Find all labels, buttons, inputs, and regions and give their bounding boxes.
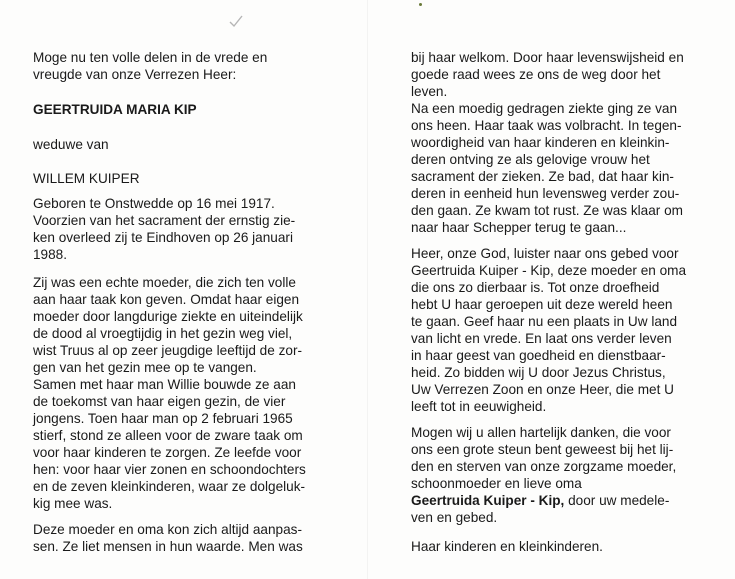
widow-label: weduwe van [33, 137, 109, 152]
biography-line: wist Truus al op zeer jeugdige leeftijd de zor- [33, 343, 302, 358]
prayer-line: in haar geest van goedheid en dienstbaar- [411, 348, 666, 363]
continuation-line: ons heen. Haar taak was volbracht. In tegen- [411, 118, 682, 133]
prayer-line: heid. Zo bidden wij U door Jezus Christus, [411, 365, 666, 380]
biography-line: gen van het gezin mee op te vangen. [33, 360, 257, 375]
continuation-line: den gaan. Ze kwam tot rust. Ze was klaar om [411, 203, 683, 218]
biography-line: Samen met haar man Willie bouwde ze aan [33, 377, 296, 392]
continuation-line: bij haar welkom. Door haar levenswijsheid en [411, 50, 684, 65]
biography-line: de toekomst van haar eigen gezin, de vier [33, 394, 286, 409]
thanks-line: den en sterven van onze zorgzame moeder, [411, 459, 677, 474]
signature: Haar kinderen en kleinkinderen. [411, 539, 603, 554]
closing-line: Deze moeder en oma kon zich altijd aanpas- [33, 522, 303, 537]
continuation-line: naar haar Schepper terug te gaan... [411, 220, 627, 235]
prayer-line: Uw Verrezen Zoon en onze Heer, die met U [411, 382, 674, 397]
check-mark-icon [229, 14, 243, 28]
biography-line: kig mee was. [33, 496, 113, 511]
intro-line: Moge nu ten volle delen in de vrede en [33, 50, 268, 65]
continuation-line: woordigheid van haar kinderen en kleinkin- [411, 135, 670, 150]
continuation-line: deren in eenheid hun levensweg verder zou- [411, 186, 680, 201]
intro-line: vreugde van onze Verrezen Heer: [33, 67, 237, 82]
continuation-line: Na een moedig gedragen ziekte ging ze van [411, 101, 678, 116]
print-speck [419, 3, 422, 6]
prayer-line: die ons zo dierbaar is. Tot onze droefheid [411, 280, 660, 295]
husband-name: WILLEM KUIPER [33, 171, 140, 186]
biography-line: moeder door langdurige ziekte en uiteindelijk [33, 309, 303, 324]
biography-line: jongens. Toen haar man op 2 februari 1965 [33, 411, 293, 426]
deceased-name: GEERTRUIDA MARIA KIP [33, 102, 197, 117]
thanks-line: schoonmoeder en lieve oma [411, 476, 582, 491]
closing-line: sen. Ze liet mensen in hun waarde. Men was [33, 539, 303, 554]
thanks-line: Mogen wij u allen hartelijk danken, die voor [411, 425, 671, 440]
birth-line: Geboren te Onstwedde op 16 mei 1917. [33, 196, 275, 211]
thanks-line: ons een grote steun bent geweest bij het lij- [411, 442, 674, 457]
biography-line: en de zeven kleinkinderen, waar ze dolgeluk- [33, 479, 306, 494]
thanks-name-line [411, 492, 669, 509]
prayer-line: Geertruida Kuiper - Kip, deze moeder en oma [411, 263, 687, 278]
prayer-line: leeft tot in eeuwigheid. [411, 399, 547, 414]
birth-line: Voorzien van het sacrament der ernstig zie- [33, 213, 296, 228]
continuation-line: leven. [411, 84, 448, 99]
biography-line: voor haar kinderen te zorgen. Ze leefde voor [33, 445, 302, 460]
continuation-line: sacrament der zieken. Ze bad, dat haar kin- [411, 169, 674, 184]
thanks-rest: door uw medele- [564, 493, 670, 508]
continuation-line: goede raad wees ze ons de weg door het [411, 67, 661, 82]
biography-line: hen: voor haar vier zonen en schoondochters [33, 462, 306, 477]
continuation-line: deren ontving ze als gelovige vrouw het [411, 152, 650, 167]
thanks-end: ven en gebed. [411, 510, 498, 525]
biography-line: aan haar taak kon geven. Omdat haar eigen [33, 292, 300, 307]
birth-line: ken overleed zij te Eindhoven op 26 januari [33, 230, 293, 245]
prayer-line: Heer, onze God, luister naar ons gebed voor [411, 246, 679, 261]
prayer-line: te gaan. Geef haar nu een plaats in Uw land [411, 314, 678, 329]
thanks-name: Geertruida Kuiper - Kip, [411, 493, 565, 508]
biography-line: de dood al vroegtijdig in het gezin weg viel, [33, 326, 293, 341]
prayer-line: van licht en vrede. En laat ons verder leven [411, 331, 672, 346]
card-fold [367, 0, 368, 579]
biography-line: stierf, stond ze alleen voor de zware taak om [33, 428, 303, 443]
prayer-line: hebt U haar geroepen uit deze wereld heen [411, 297, 673, 312]
birth-line: 1988. [33, 247, 68, 262]
biography-line: Zij was een echte moeder, die zich ten volle [33, 275, 296, 290]
